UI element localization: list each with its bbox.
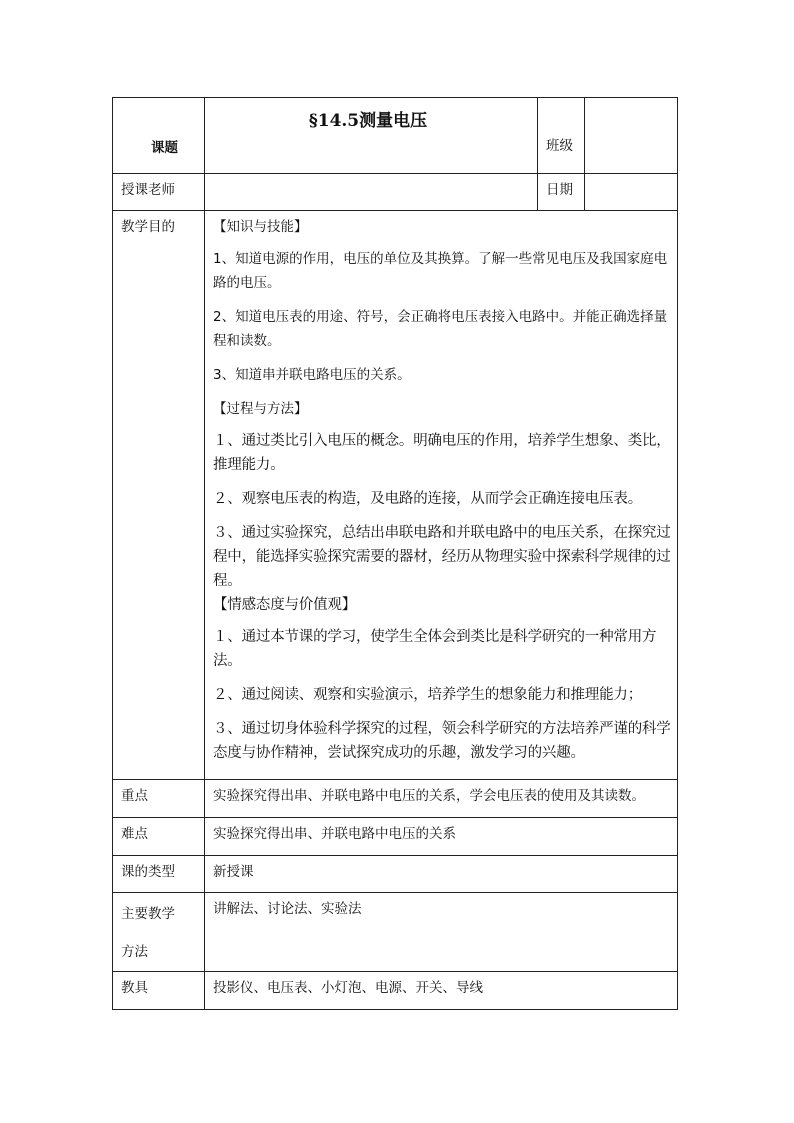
method-value: 讲解法、讨论法、实验法: [213, 901, 362, 917]
process-item: ２、观察电压表的构造，及电路的连接，从而学会正确连接电压表。: [213, 491, 642, 507]
process-heading: 【过程与方法】: [213, 401, 308, 417]
emotion-item: １、通过本节课的学习，使学生全体会到类比是科学研究的一种常用方法。: [213, 629, 657, 669]
class-label: 班级: [546, 138, 573, 154]
date-label: 日期: [546, 182, 573, 198]
row-method: [113, 893, 678, 972]
difficulty-value: 实验探究得出串、并联电路中电压的关系: [213, 826, 456, 842]
row-tools: [113, 972, 678, 1010]
row-focus: [113, 780, 678, 818]
method-label-line2: 方法: [121, 944, 148, 960]
focus-value: 实验探究得出串、并联电路中电压的关系，学会电压表的使用及其读数。: [213, 788, 645, 804]
process-item: １、通过类比引入电压的概念。明确电压的作用，培养学生想象、类比，推理能力。: [213, 433, 671, 473]
difficulty-label: 难点: [121, 826, 148, 842]
method-label-line1: 主要教学: [121, 906, 175, 922]
lesson-plan-table: [112, 97, 678, 1010]
method-label: [113, 893, 204, 971]
lesson-type-value: 新授课: [213, 864, 254, 880]
emotion-heading: 【情感态度与价值观】: [213, 597, 356, 613]
cell-class-label: [538, 98, 585, 174]
process-item: ３、通过实验探究，总结出串联电路和并联电路中的电压关系，在探究过程中，能选择实验探究需要的器材，经历从物理实验中探索科学规律的过程。: [213, 525, 671, 589]
focus-label: 重点: [121, 788, 148, 804]
class-value: [585, 98, 677, 104]
emotion-item: ２、通过阅读、观察和实验演示，培养学生的想象能力和推理能力；: [213, 687, 642, 703]
knowledge-item: 3、知道串并联电路电压的关系。: [213, 367, 411, 383]
knowledge-item: 1、知道电源的作用，电压的单位及其换算。了解一些常见电压及我国家庭电路的电压。: [213, 251, 668, 291]
row-lesson-type: [113, 856, 678, 893]
objectives-content: [205, 211, 678, 780]
knowledge-item: 2、知道电压表的用途、符号，会正确将电压表接入电路中。并能正确选择量程和读数。: [213, 309, 668, 349]
row-teacher: [113, 174, 678, 211]
row-objectives: [113, 211, 678, 780]
row-topic: [113, 98, 678, 174]
topic-label: 课题: [151, 140, 178, 156]
lesson-title: §14.5测量电压: [308, 111, 428, 131]
cell-class-value: [585, 98, 678, 174]
date-value: [585, 174, 677, 180]
tools-value: 投影仪、电压表、小灯泡、电源、开关、导线: [213, 980, 483, 996]
knowledge-heading: 【知识与技能】: [213, 219, 308, 235]
objectives-label: 教学目的: [121, 219, 175, 235]
cell-topic-label: [113, 98, 205, 174]
teacher-value: [205, 174, 537, 180]
tools-label: 教具: [121, 980, 148, 996]
row-difficulty: [113, 818, 678, 856]
emotion-item: ３、通过切身体验科学探究的过程，领会科学研究的方法培养严谨的科学态度与协作精神，尝试探究成功的乐趣，激发学习的兴趣。: [213, 721, 671, 761]
cell-topic-title: [205, 98, 538, 174]
teacher-label: 授课老师: [121, 182, 175, 198]
lesson-type-label: 课的类型: [121, 864, 175, 880]
